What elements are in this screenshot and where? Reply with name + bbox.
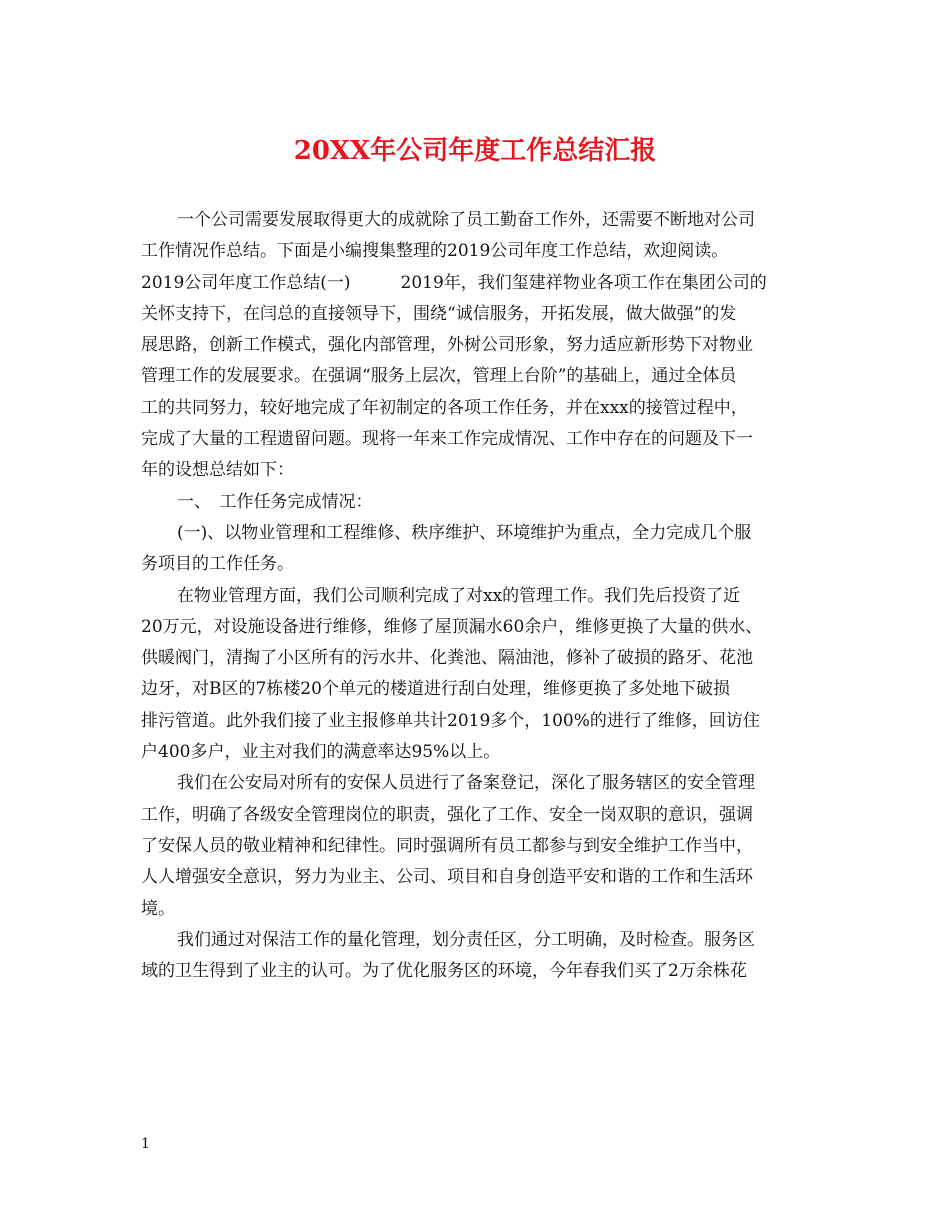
section-heading: 2019公司年度工作总结(一) xyxy=(141,272,351,293)
text-line: 排污管道。此外我们接了业主报修单共计2019多个，100%的进行了维修，回访住 xyxy=(141,710,760,731)
text-line: 工作情况作总结。下面是小编搜集整理的2019公司年度工作总结，欢迎阅读。 xyxy=(141,241,729,262)
document-title: 20XX年公司年度工作总结汇报 xyxy=(293,136,657,166)
text-line: 人人增强安全意识，努力为业主、公司、项目和自身创造平安和谐的工作和生活环 xyxy=(141,867,753,888)
text-line: 2019年，我们玺建祥物业各项工作在集团公司的 xyxy=(400,272,767,293)
page-number: 1 xyxy=(141,1136,150,1152)
text-line: 我们在公安局对所有的安保人员进行了备案登记，深化了服务辖区的安全管理 xyxy=(177,773,755,794)
text-line: 域的卫生得到了业主的认可。为了优化服务区的环境，今年春我们买了2万余株花 xyxy=(141,961,747,982)
text-line-composite xyxy=(141,268,813,299)
text-line: 境。 xyxy=(141,898,175,919)
document-body xyxy=(141,205,813,987)
text-line: 展思路，创新工作模式，强化内部管理，外树公司形象，努力适应新形势下对物业 xyxy=(141,335,753,356)
text-line: (一)、以物业管理和工程维修、秩序维护、环境维护为重点，全力完成几个服 xyxy=(177,522,752,543)
text-line: 了安保人员的敬业精神和纪律性。同时强调所有员工都参与到安全维护工作当中， xyxy=(141,835,753,856)
text-line: 工的共同努力，较好地完成了年初制定的各项工作任务，并在xxx的接管过程中， xyxy=(141,397,748,418)
text-line: 年的设想总结如下： xyxy=(141,460,294,481)
text-line: 20万元，对设施设备进行维修，维修了屋顶漏水60余户，维修更换了大量的供水、 xyxy=(141,616,763,637)
text-line: 完成了大量的工程遗留问题。现将一年来工作完成情况、工作中存在的问题及下一 xyxy=(141,429,753,450)
text-line: 在物业管理方面，我们公司顺利完成了对xx的管理工作。我们先后投资了近 xyxy=(177,585,741,606)
text-line: 我们通过对保洁工作的量化管理，划分责任区，分工明确，及时检查。服务区 xyxy=(177,929,755,950)
text-line: 户400多户，业主对我们的满意率达95%以上。 xyxy=(141,742,501,763)
text-line: 管理工作的发展要求。在强调“服务上层次，管理上台阶”的基础上，通过全体员 xyxy=(141,366,737,387)
text-line: 一个公司需要发展取得更大的成就除了员工勤奋工作外，还需要不断地对公司 xyxy=(177,210,755,230)
text-line: 务项目的工作任务。 xyxy=(141,554,294,575)
text-line: 关怀支持下，在闫总的直接领导下，围绕“诚信服务，开拓发展，做大做强”的发 xyxy=(141,303,737,324)
text-line: 边牙，对B区的7栋楼20个单元的楼道进行刮白处理，维修更换了多处地下破损 xyxy=(141,679,730,700)
text-line: 工作，明确了各级安全管理岗位的职责，强化了工作、安全一岗双职的意识，强调 xyxy=(141,804,753,825)
section-heading: 一、 工作任务完成情况： xyxy=(177,491,373,512)
text-line: 供暖阀门，清掏了小区所有的污水井、化粪池、隔油池，修补了破损的路牙、花池 xyxy=(141,648,753,669)
